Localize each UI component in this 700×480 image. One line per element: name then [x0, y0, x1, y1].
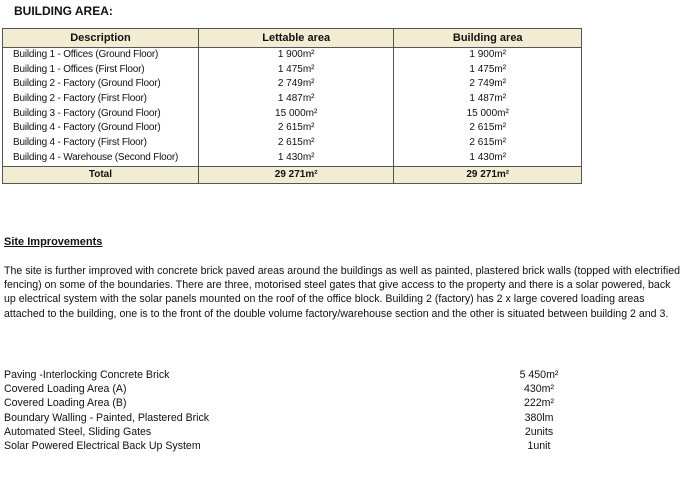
table-row-lettable-area: 1 475m²: [277, 63, 315, 75]
table-row-description: Building 4 - Warehouse (Second Floor): [13, 151, 179, 163]
improvement-value: 2units: [524, 425, 554, 438]
total-lettable-area: 29 271m²: [198, 166, 394, 183]
table-row-description: Building 3 - Factory (Ground Floor): [13, 107, 161, 119]
table-row-building-area: 2 615m²: [469, 122, 507, 134]
table-row-building-area: 1 900m²: [469, 49, 507, 60]
improvement-label: Solar Powered Electrical Back Up System: [4, 439, 201, 452]
table-row-building-area: 1 487m²: [469, 93, 507, 105]
table-row-building-area: 1 430m²: [469, 151, 507, 163]
improvement-value: 430m²: [523, 383, 555, 396]
site-improvements-title: Site Improvements: [4, 236, 103, 248]
table-row-lettable-area: 15 000m²: [275, 107, 318, 119]
table-row-lettable-area: 2 615m²: [277, 137, 315, 149]
table-row-lettable-area: 1 900m²: [277, 49, 315, 60]
table-row-description: Building 2 - Factory (First Floor): [13, 93, 147, 105]
improvement-value: 222m²: [523, 397, 555, 410]
improvement-label: Boundary Walling - Painted, Plastered Brick: [4, 411, 210, 424]
improvement-label: Paving -Interlocking Concrete Brick: [4, 369, 170, 381]
table-row-description: Building 2 - Factory (Ground Floor): [13, 78, 161, 90]
site-improvements-paragraph: The site is further improved with concrete brick paved areas around the buildings as well as painted, plastered brick walls (topped with electrified fencing) on some of the boundaries. There are three, motorised steel gates that give access to the property and there is a solar powered, back up electrical system with the solar panels mounted on the roof of the office block. Building 2 (factory) has 2 x large covered loading areas attached to the building, one is to the front of the double volume factory/warehouse section and the other is situated between building 2 and 3.: [4, 265, 680, 320]
column-header-building-area: Building area: [394, 29, 582, 48]
improvement-label: Automated Steel, Sliding Gates: [4, 425, 152, 438]
table-row-building-area: 1 475m²: [469, 63, 507, 75]
table-row-lettable-area: 1 487m²: [277, 93, 315, 105]
building-area-heading: BUILDING AREA:: [14, 4, 113, 18]
table-row-lettable-area: 1 430m²: [277, 151, 315, 163]
table-row-lettable-area: 2 749m²: [277, 78, 315, 90]
list-item: [4, 368, 564, 382]
table-total-row: [3, 166, 582, 183]
improvement-label: Covered Loading Area (A): [4, 383, 127, 396]
column-header-lettable-area: Lettable area: [198, 29, 394, 48]
improvements-list: [4, 368, 564, 453]
column-header-description: Description: [3, 29, 199, 48]
improvement-value: 5 450m²: [519, 369, 559, 381]
table-row-lettable-area: 2 615m²: [277, 122, 315, 134]
description-column: [3, 48, 199, 167]
lettable-area-column: [198, 48, 394, 167]
building-area-column: [394, 48, 582, 167]
improvement-value: 380lm: [524, 411, 554, 424]
list-item: [4, 439, 564, 453]
table-row-building-area: 15 000m²: [466, 107, 509, 119]
table-row-description: Building 1 - Offices (Ground Floor): [13, 49, 159, 60]
table-row-description: Building 4 - Factory (Ground Floor): [13, 122, 161, 134]
improvement-value: 1unit: [527, 439, 551, 452]
total-label: Total: [3, 166, 199, 183]
list-item: [4, 396, 564, 410]
building-area-table: [2, 28, 582, 184]
table-header-row: [3, 29, 582, 48]
table-row-description: Building 1 - Offices (First Floor): [13, 63, 145, 75]
list-item: [4, 382, 564, 396]
table-body-row: [3, 48, 582, 167]
table-row-building-area: 2 615m²: [469, 137, 507, 149]
improvement-label: Covered Loading Area (B): [4, 397, 127, 410]
list-item: [4, 411, 564, 425]
table-row-building-area: 2 749m²: [469, 78, 507, 90]
total-building-area: 29 271m²: [394, 166, 582, 183]
list-item: [4, 425, 564, 439]
table-row-description: Building 4 - Factory (First Floor): [13, 137, 147, 149]
